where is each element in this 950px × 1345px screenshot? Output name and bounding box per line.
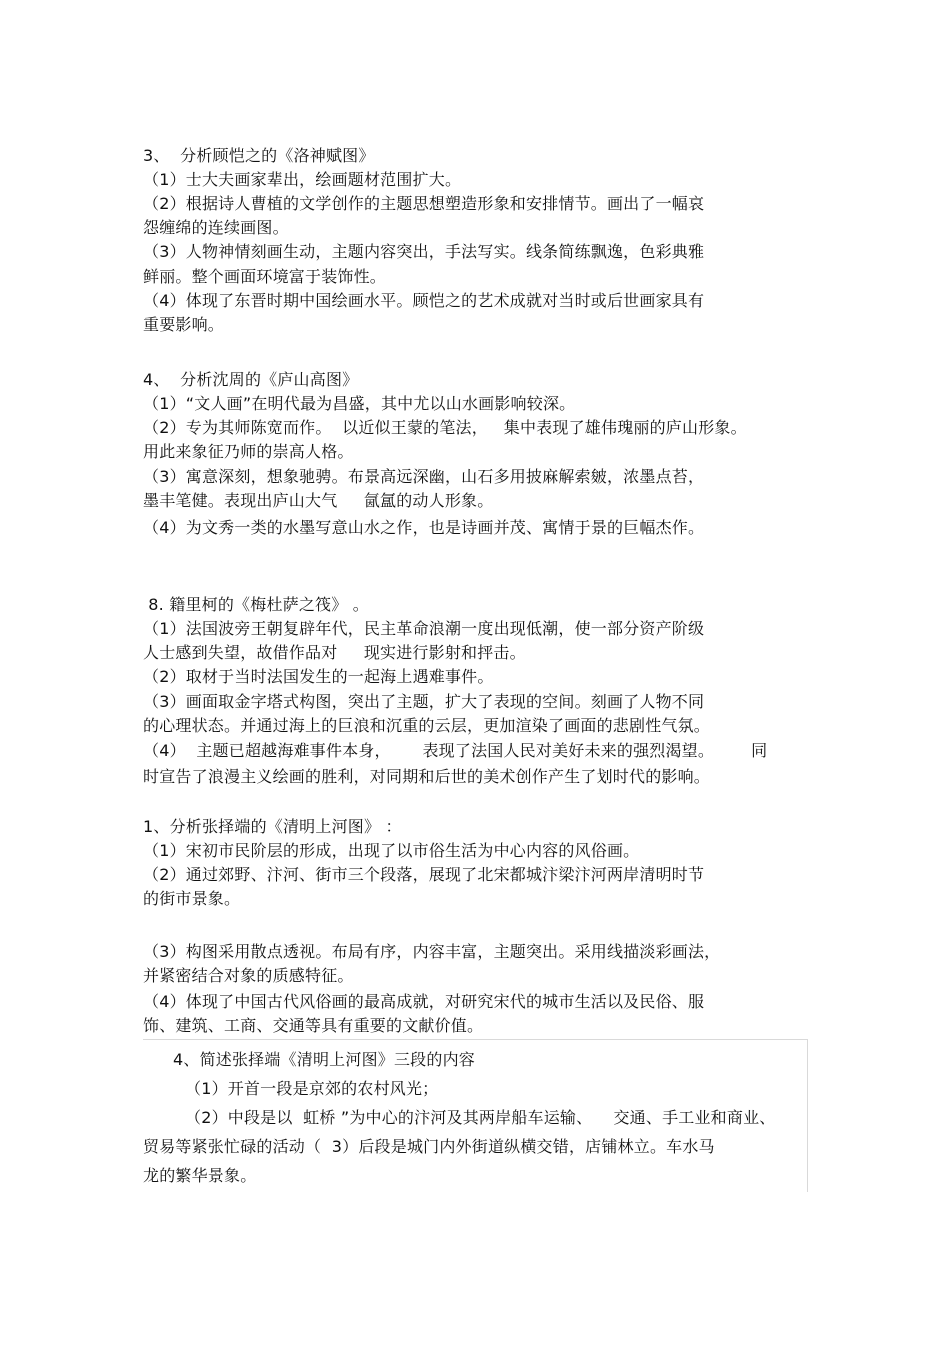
paragraph-line: （4）为文秀一类的水墨写意山水之作，也是诗画并茂、寓情于景的巨幅杰作。 xyxy=(143,518,705,537)
section-heading: 4、 分析沈周的《庐山高图》 xyxy=(143,370,359,389)
paragraph-line: 的心理状态。并通过海上的巨浪和沉重的云层，更加渲染了画面的悲剧性气氛。 xyxy=(143,716,711,735)
paragraph-line: （1）宋初市民阶层的形成，出现了以市俗生活为中心内容的风俗画。 xyxy=(143,841,640,860)
section-heading: 1、分析张择端的《清明上河图》 ： xyxy=(143,817,402,836)
box-line: （1）开首一段是京郊的农村风光； xyxy=(185,1079,439,1098)
paragraph-line: （3）寓意深刻，想象驰骋。布景高远深幽，山石多用披麻解索皴，浓墨点苔， xyxy=(143,467,705,486)
paragraph-line: （4）体现了中国古代风俗画的最高成就，对研究宋代的城市生活以及民俗、服 xyxy=(143,992,705,1011)
paragraph-line: 人士感到失望，故借作品对 现实进行影射和抨击。 xyxy=(143,643,526,662)
paragraph-line: （3）构图采用散点透视。布局有序，内容丰富，主题突出。采用线描淡彩画法， xyxy=(143,942,721,961)
paragraph-line: 重要影响。 xyxy=(143,315,225,334)
paragraph-line: （4） 主题已超越海难事件本身， 表现了法国人民对美好未来的强烈渴望。 同 xyxy=(143,741,768,760)
section-heading: 3、 分析顾恺之的《洛神赋图》 xyxy=(143,146,375,165)
paragraph-line: 用此来象征乃师的崇高人格。 xyxy=(143,442,354,461)
paragraph-line: 时宣告了浪漫主义绘画的胜利，对同期和后世的美术创作产生了划时代的影响。 xyxy=(143,767,711,786)
paragraph-line: 怨缠绵的连续画图。 xyxy=(143,218,289,237)
box-line: 贸易等紧张忙碌的活动（ 3）后段是城门内外街道纵横交错，店铺林立。车水马 xyxy=(143,1137,715,1156)
paragraph-line: （2）专为其师陈宽而作。 以近似王蒙的笔法， 集中表现了雄伟瑰丽的庐山形象。 xyxy=(143,418,747,437)
paragraph-line: （3）画面取金字塔式构图，突出了主题，扩大了表现的空间。刻画了人物不同 xyxy=(143,692,705,711)
paragraph-line: 墨丰笔健。表现出庐山大气 氤氲的动人形象。 xyxy=(143,491,494,510)
box-heading: 4、简述张择端《清明上河图》三段的内容 xyxy=(173,1050,475,1069)
box-line: 龙的繁华景象。 xyxy=(143,1166,257,1185)
paragraph-line: 饰、建筑、工商、交通等具有重要的文献价值。 xyxy=(143,1016,484,1035)
paragraph-line: （1）士大夫画家辈出，绘画题材范围扩大。 xyxy=(143,170,462,189)
box-line: （2）中段是以 虹桥 ”为中心的汴河及其两岸船车运输、 交通、手工业和商业、 xyxy=(185,1108,776,1127)
paragraph-line: （4）体现了东晋时期中国绘画水平。顾恺之的艺术成就对当时或后世画家具有 xyxy=(143,291,705,310)
paragraph-line: （2）通过郊野、汴河、街市三个段落，展现了北宋都城汴梁汴河两岸清明时节 xyxy=(143,865,705,884)
paragraph-line: （2）取材于当时法国发生的一起海上遇难事件。 xyxy=(143,667,494,686)
paragraph-line: 鲜丽。整个画面环境富于装饰性。 xyxy=(143,267,387,286)
section-heading: 8. 籍里柯的《梅杜萨之筏》 。 xyxy=(143,595,369,614)
paragraph-line: （1）法国波旁王朝复辟年代，民主革命浪潮一度出现低潮，使一部分资产阶级 xyxy=(143,619,705,638)
paragraph-line: 并紧密结合对象的质感特征。 xyxy=(143,966,354,985)
paragraph-line: （1）“文人画”在明代最为昌盛，其中尤以山水画影响较深。 xyxy=(143,394,576,413)
paragraph-line: 的街市景象。 xyxy=(143,889,241,908)
paragraph-line: （2）根据诗人曹植的文学创作的主题思想塑造形象和安排情节。画出了一幅哀 xyxy=(143,194,705,213)
paragraph-line: （3）人物神情刻画生动，主题内容突出，手法写实。线条简练飘逸，色彩典雅 xyxy=(143,242,705,261)
